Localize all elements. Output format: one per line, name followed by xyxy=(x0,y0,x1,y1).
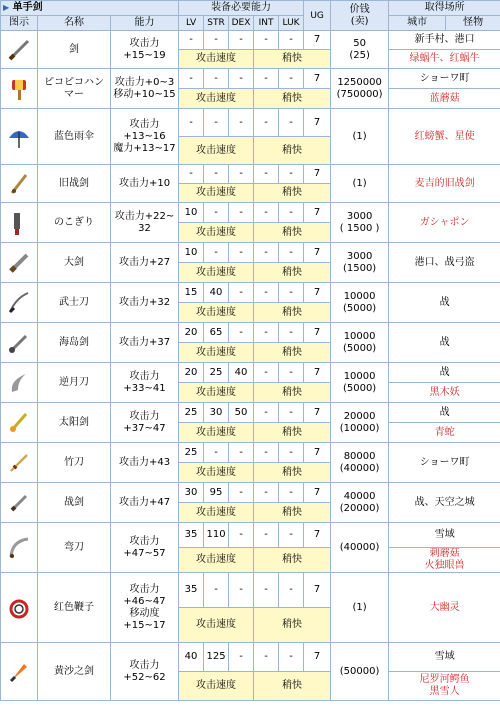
section-title-text: 单手剑 xyxy=(12,2,43,13)
req-lv: 25 xyxy=(179,443,204,463)
icon-header: 图示 xyxy=(1,16,38,31)
upgrade-slots: 7 xyxy=(304,243,331,263)
weapon-row xyxy=(1,643,500,672)
req-int: - xyxy=(254,443,279,463)
weapon-icon-cell xyxy=(1,165,38,203)
weapon-icon-cell xyxy=(1,403,38,443)
buy-price: 10000 xyxy=(343,370,376,382)
req-dex: - xyxy=(229,643,254,672)
req-dex: 50 xyxy=(229,403,254,423)
req-str: - xyxy=(204,31,229,50)
weapon-name: 武士刀 xyxy=(38,283,111,323)
weapon-ability: 攻击力 +33~41 xyxy=(111,363,179,403)
obtain-monster: 尼罗河鳄鱼 黑雪人 xyxy=(389,672,500,701)
umbrella-icon xyxy=(6,124,32,150)
price-header: 价钱 (卖) xyxy=(331,1,389,31)
weapon-name: 弯刀 xyxy=(38,523,111,573)
req-int: - xyxy=(254,643,279,672)
price-cell xyxy=(331,523,389,573)
attack-speed-label: 攻击速度 xyxy=(179,89,254,109)
req-lv: 10 xyxy=(179,203,204,223)
weapon-ability: 攻击力 +47~57 xyxy=(111,523,179,573)
attack-speed-label: 攻击速度 xyxy=(179,184,254,203)
weapon-name: 剑 xyxy=(38,31,111,69)
weapon-row xyxy=(1,283,500,303)
req-dex: - xyxy=(229,203,254,223)
weapon-ability: 攻击力+10 xyxy=(111,165,179,203)
sell-price: (5000) xyxy=(342,382,377,394)
weapon-ability: 攻击力+47 xyxy=(111,483,179,523)
upgrade-slots: 7 xyxy=(304,31,331,50)
obtain-monster: 蓝蘑菇 xyxy=(389,89,500,109)
upgrade-slots: 7 xyxy=(304,643,331,672)
price-cell xyxy=(331,363,389,403)
price-cell xyxy=(331,483,389,523)
sell-price: (25) xyxy=(349,49,370,61)
weapon-row xyxy=(1,443,500,463)
sell-price: (5000) xyxy=(342,342,377,354)
weapon-ability: 攻击力 +37~47 xyxy=(111,403,179,443)
bamboo-sword-icon xyxy=(6,450,32,476)
req-int: - xyxy=(254,523,279,548)
req-luk: - xyxy=(279,283,304,303)
req-lv: 35 xyxy=(179,523,204,548)
weapon-row xyxy=(1,203,500,223)
price-cell xyxy=(331,283,389,323)
sell-price: (1) xyxy=(352,130,367,142)
price-cell xyxy=(331,109,389,165)
req-str: 95 xyxy=(204,483,229,503)
weapon-icon-cell xyxy=(1,69,38,109)
req-str: - xyxy=(204,443,229,463)
attack-speed-value: 稍快 xyxy=(254,263,331,283)
req-luk: - xyxy=(279,165,304,184)
obtain-city: 战 xyxy=(389,323,500,363)
req-lv: 35 xyxy=(179,573,204,608)
buy-price: 3000 xyxy=(346,250,373,262)
req-luk: - xyxy=(279,573,304,608)
price-cell xyxy=(331,443,389,483)
req-luk: - xyxy=(279,203,304,223)
req-int: - xyxy=(254,323,279,343)
upgrade-slots: 7 xyxy=(304,403,331,423)
weapon-name: 海岛剑 xyxy=(38,323,111,363)
req-dex: - xyxy=(229,109,254,137)
req-dex: - xyxy=(229,165,254,184)
sell-price: (20000) xyxy=(339,502,380,514)
weapon-row xyxy=(1,523,500,548)
obtain-monster: 麦吉的旧战剑 xyxy=(389,165,500,203)
price-cell xyxy=(331,165,389,203)
weapon-ability: 攻击力+27 xyxy=(111,243,179,283)
attack-speed-label: 攻击速度 xyxy=(179,303,254,323)
weapon-name: ピコピコハン マー xyxy=(38,69,111,109)
monster-header: 怪物 xyxy=(446,16,500,31)
weapon-icon-cell xyxy=(1,243,38,283)
price-cell xyxy=(331,403,389,443)
sell-price: (1) xyxy=(352,601,367,613)
obtain-monster: 刺蘑菇 火独眼兽 xyxy=(389,548,500,573)
req-luk: - xyxy=(279,403,304,423)
sand-sword-icon xyxy=(6,659,32,685)
attack-speed-value: 稍快 xyxy=(254,223,331,243)
req-int: - xyxy=(254,483,279,503)
req-int: - xyxy=(254,243,279,263)
attack-speed-value: 稍快 xyxy=(254,503,331,523)
req-int: - xyxy=(254,31,279,50)
luk-header: LUK xyxy=(279,16,304,31)
price-cell xyxy=(331,323,389,363)
buy-price: 50 xyxy=(353,37,366,49)
req-int: - xyxy=(254,109,279,137)
req-dex: - xyxy=(229,31,254,50)
attack-speed-value: 稍快 xyxy=(254,608,331,643)
weapon-icon-cell xyxy=(1,31,38,69)
weapon-icon-cell xyxy=(1,523,38,573)
req-dex: - xyxy=(229,283,254,303)
weapon-name: 太阳剑 xyxy=(38,403,111,443)
dex-header: DEX xyxy=(229,16,254,31)
req-luk: - xyxy=(279,243,304,263)
req-luk: - xyxy=(279,323,304,343)
upgrade-slots: 7 xyxy=(304,283,331,303)
req-str: - xyxy=(204,243,229,263)
req-str: 125 xyxy=(204,643,229,672)
req-lv: - xyxy=(179,165,204,184)
req-lv: 20 xyxy=(179,323,204,343)
weapon-row xyxy=(1,69,500,89)
attack-speed-value: 稍快 xyxy=(254,463,331,483)
obtain-monster: ガシャポン xyxy=(389,203,500,243)
weapon-ability: 攻击力 +52~62 xyxy=(111,643,179,701)
obtain-city: ショーワ町 xyxy=(389,69,500,89)
war-sword-icon xyxy=(6,490,32,516)
attack-speed-label: 攻击速度 xyxy=(179,463,254,483)
req-lv: 20 xyxy=(179,363,204,383)
req-dex: - xyxy=(229,443,254,463)
req-int: - xyxy=(254,283,279,303)
sell-price: (50000) xyxy=(339,665,380,677)
req-int: - xyxy=(254,403,279,423)
req-str: - xyxy=(204,69,229,89)
req-lv: 15 xyxy=(179,283,204,303)
obtain-monster: 黑木妖 xyxy=(389,383,500,403)
weapon-row xyxy=(1,323,500,343)
whip-icon xyxy=(6,595,32,621)
price-cell xyxy=(331,69,389,109)
attack-speed-value: 稍快 xyxy=(254,672,331,701)
req-str: - xyxy=(204,573,229,608)
obtain-city: 雪域 xyxy=(389,643,500,672)
buy-price: 80000 xyxy=(343,450,376,462)
obtain-monster: 绿蜗牛、红蜗牛 xyxy=(389,50,500,69)
req-dex: - xyxy=(229,573,254,608)
req-luk: - xyxy=(279,363,304,383)
str-header: STR xyxy=(204,16,229,31)
weapon-icon-cell xyxy=(1,323,38,363)
req-int: - xyxy=(254,363,279,383)
weapon-row xyxy=(1,243,500,263)
obtain-monster: 红螃蟹、星使 xyxy=(389,109,500,165)
req-luk: - xyxy=(279,109,304,137)
weapon-icon-cell xyxy=(1,643,38,701)
req-str: - xyxy=(204,203,229,223)
req-dex: - xyxy=(229,243,254,263)
buy-price: 20000 xyxy=(343,410,376,422)
req-lv: 40 xyxy=(179,643,204,672)
upgrade-slots: 7 xyxy=(304,573,331,608)
attack-speed-value: 稍快 xyxy=(254,184,331,203)
req-lv: - xyxy=(179,69,204,89)
upgrade-slots: 7 xyxy=(304,483,331,503)
req-dex: - xyxy=(229,323,254,343)
upgrade-slots: 7 xyxy=(304,69,331,89)
broadsword-icon xyxy=(6,250,32,276)
weapon-name: 红色鞭子 xyxy=(38,573,111,643)
weapon-ability: 攻击力 +13~16 魔力+13~17 xyxy=(111,109,179,165)
price-cell xyxy=(331,203,389,243)
buy-price: 10000 xyxy=(343,330,376,342)
sell-price: (5000) xyxy=(342,302,377,314)
sell-price: (10000) xyxy=(339,422,380,434)
req-str: - xyxy=(204,165,229,184)
req-str: 30 xyxy=(204,403,229,423)
req-lv: - xyxy=(179,109,204,137)
sell-price: (40000) xyxy=(339,462,380,474)
req-luk: - xyxy=(279,69,304,89)
req-dex: 40 xyxy=(229,363,254,383)
weapon-name: 黄沙之剑 xyxy=(38,643,111,701)
obtain-city: ショーワ町 xyxy=(389,443,500,483)
attack-speed-label: 攻击速度 xyxy=(179,548,254,573)
weapon-row xyxy=(1,573,500,608)
req-str: - xyxy=(204,109,229,137)
weapon-ability: 攻击力+43 xyxy=(111,443,179,483)
upgrade-slots: 7 xyxy=(304,363,331,383)
price-cell xyxy=(331,643,389,701)
weapon-name: のこぎり xyxy=(38,203,111,243)
weapon-ability: 攻击力+37 xyxy=(111,323,179,363)
req-str: 65 xyxy=(204,323,229,343)
req-luk: - xyxy=(279,443,304,463)
weapon-ability: 攻击力 +15~19 xyxy=(111,31,179,69)
sell-price: ( 1500 ) xyxy=(339,222,380,234)
weapon-name: 战剑 xyxy=(38,483,111,523)
ability-header: 能力 xyxy=(111,16,179,31)
attack-speed-value: 稍快 xyxy=(254,50,331,69)
price-cell xyxy=(331,573,389,643)
weapon-icon-cell xyxy=(1,109,38,165)
sun-sword-icon xyxy=(6,410,32,436)
requirements-header: 装备必要能力 xyxy=(179,1,304,16)
attack-speed-label: 攻击速度 xyxy=(179,137,254,165)
weapon-row xyxy=(1,363,500,383)
pirate-sword-icon xyxy=(6,330,32,356)
scimitar-icon xyxy=(6,535,32,561)
upgrade-slots: 7 xyxy=(304,443,331,463)
weapon-row xyxy=(1,483,500,503)
moon-blade-icon xyxy=(6,370,32,396)
req-luk: - xyxy=(279,523,304,548)
req-int: - xyxy=(254,203,279,223)
weapon-name: 旧战剑 xyxy=(38,165,111,203)
obtain-city: 港口、战弓盗 xyxy=(389,243,500,283)
req-lv: 30 xyxy=(179,483,204,503)
attack-speed-label: 攻击速度 xyxy=(179,263,254,283)
weapon-row xyxy=(1,403,500,423)
weapon-icon-cell xyxy=(1,573,38,643)
attack-speed-value: 稍快 xyxy=(254,383,331,403)
buy-price: 3000 xyxy=(346,210,373,222)
req-str: 25 xyxy=(204,363,229,383)
weapon-ability: 攻击力+32 xyxy=(111,283,179,323)
city-header: 城市 xyxy=(389,16,446,31)
obtain-city: 战 xyxy=(389,403,500,423)
int-header: INT xyxy=(254,16,279,31)
attack-speed-label: 攻击速度 xyxy=(179,383,254,403)
arrow-right-icon: ▶ xyxy=(3,3,10,12)
obtain-city: 新手村、港口 xyxy=(389,31,500,50)
weapon-ability: 攻击力 +46~47 移动度 +15~17 xyxy=(111,573,179,643)
attack-speed-label: 攻击速度 xyxy=(179,223,254,243)
req-int: - xyxy=(254,69,279,89)
attack-speed-label: 攻击速度 xyxy=(179,50,254,69)
attack-speed-label: 攻击速度 xyxy=(179,343,254,363)
upgrade-slots: 7 xyxy=(304,203,331,223)
saw-icon xyxy=(6,210,32,236)
weapon-name: 蓝色雨伞 xyxy=(38,109,111,165)
attack-speed-value: 稍快 xyxy=(254,548,331,573)
weapon-icon-cell xyxy=(1,203,38,243)
section-title xyxy=(1,1,179,16)
obtain-header: 取得场所 xyxy=(389,1,500,16)
attack-speed-value: 稍快 xyxy=(254,303,331,323)
attack-speed-value: 稍快 xyxy=(254,89,331,109)
weapon-row xyxy=(1,31,500,50)
sell-price: (1) xyxy=(352,177,367,189)
req-lv: 10 xyxy=(179,243,204,263)
hammer-icon xyxy=(6,76,32,102)
weapon-icon-cell xyxy=(1,283,38,323)
upgrade-slots: 7 xyxy=(304,523,331,548)
sell-price: (40000) xyxy=(339,541,380,553)
obtain-city: 雪域 xyxy=(389,523,500,548)
attack-speed-label: 攻击速度 xyxy=(179,672,254,701)
weapon-ability: 攻击力+0~3 移动+10~15 xyxy=(111,69,179,109)
req-lv: - xyxy=(179,31,204,50)
weapon-icon-cell xyxy=(1,443,38,483)
req-int: - xyxy=(254,573,279,608)
weapon-name: 逆月刀 xyxy=(38,363,111,403)
weapon-ability: 攻击力+22~ 32 xyxy=(111,203,179,243)
weapon-name: 大剑 xyxy=(38,243,111,283)
old-sword-icon xyxy=(6,171,32,197)
price-cell xyxy=(331,31,389,69)
req-luk: - xyxy=(279,643,304,672)
sell-price: (1500) xyxy=(342,262,377,274)
katana-icon xyxy=(6,290,32,316)
weapon-icon-cell xyxy=(1,483,38,523)
req-str: 40 xyxy=(204,283,229,303)
ug-header: UG xyxy=(304,1,331,31)
sword-icon xyxy=(6,37,32,63)
attack-speed-value: 稍快 xyxy=(254,137,331,165)
attack-speed-label: 攻击速度 xyxy=(179,608,254,643)
sell-price: (750000) xyxy=(336,88,383,100)
weapon-name: 竹刀 xyxy=(38,443,111,483)
buy-price: 1250000 xyxy=(337,76,382,88)
req-luk: - xyxy=(279,483,304,503)
lv-header: LV xyxy=(179,16,204,31)
obtain-city: 战、天空之城 xyxy=(389,483,500,523)
req-lv: 25 xyxy=(179,403,204,423)
req-int: - xyxy=(254,165,279,184)
buy-price: 40000 xyxy=(343,490,376,502)
obtain-monster: 青蛇 xyxy=(389,423,500,443)
name-header: 名称 xyxy=(38,16,111,31)
price-cell xyxy=(331,243,389,283)
weapon-row xyxy=(1,165,500,184)
req-dex: - xyxy=(229,69,254,89)
upgrade-slots: 7 xyxy=(304,109,331,137)
attack-speed-value: 稍快 xyxy=(254,343,331,363)
obtain-monster: 大幽灵 xyxy=(389,573,500,643)
attack-speed-label: 攻击速度 xyxy=(179,423,254,443)
weapon-icon-cell xyxy=(1,363,38,403)
req-luk: - xyxy=(279,31,304,50)
obtain-city: 战 xyxy=(389,363,500,383)
weapon-row xyxy=(1,109,500,137)
req-dex: - xyxy=(229,523,254,548)
buy-price: 10000 xyxy=(343,290,376,302)
obtain-city: 战 xyxy=(389,283,500,323)
attack-speed-label: 攻击速度 xyxy=(179,503,254,523)
req-str: 110 xyxy=(204,523,229,548)
req-dex: - xyxy=(229,483,254,503)
attack-speed-value: 稍快 xyxy=(254,423,331,443)
upgrade-slots: 7 xyxy=(304,165,331,184)
upgrade-slots: 7 xyxy=(304,323,331,343)
